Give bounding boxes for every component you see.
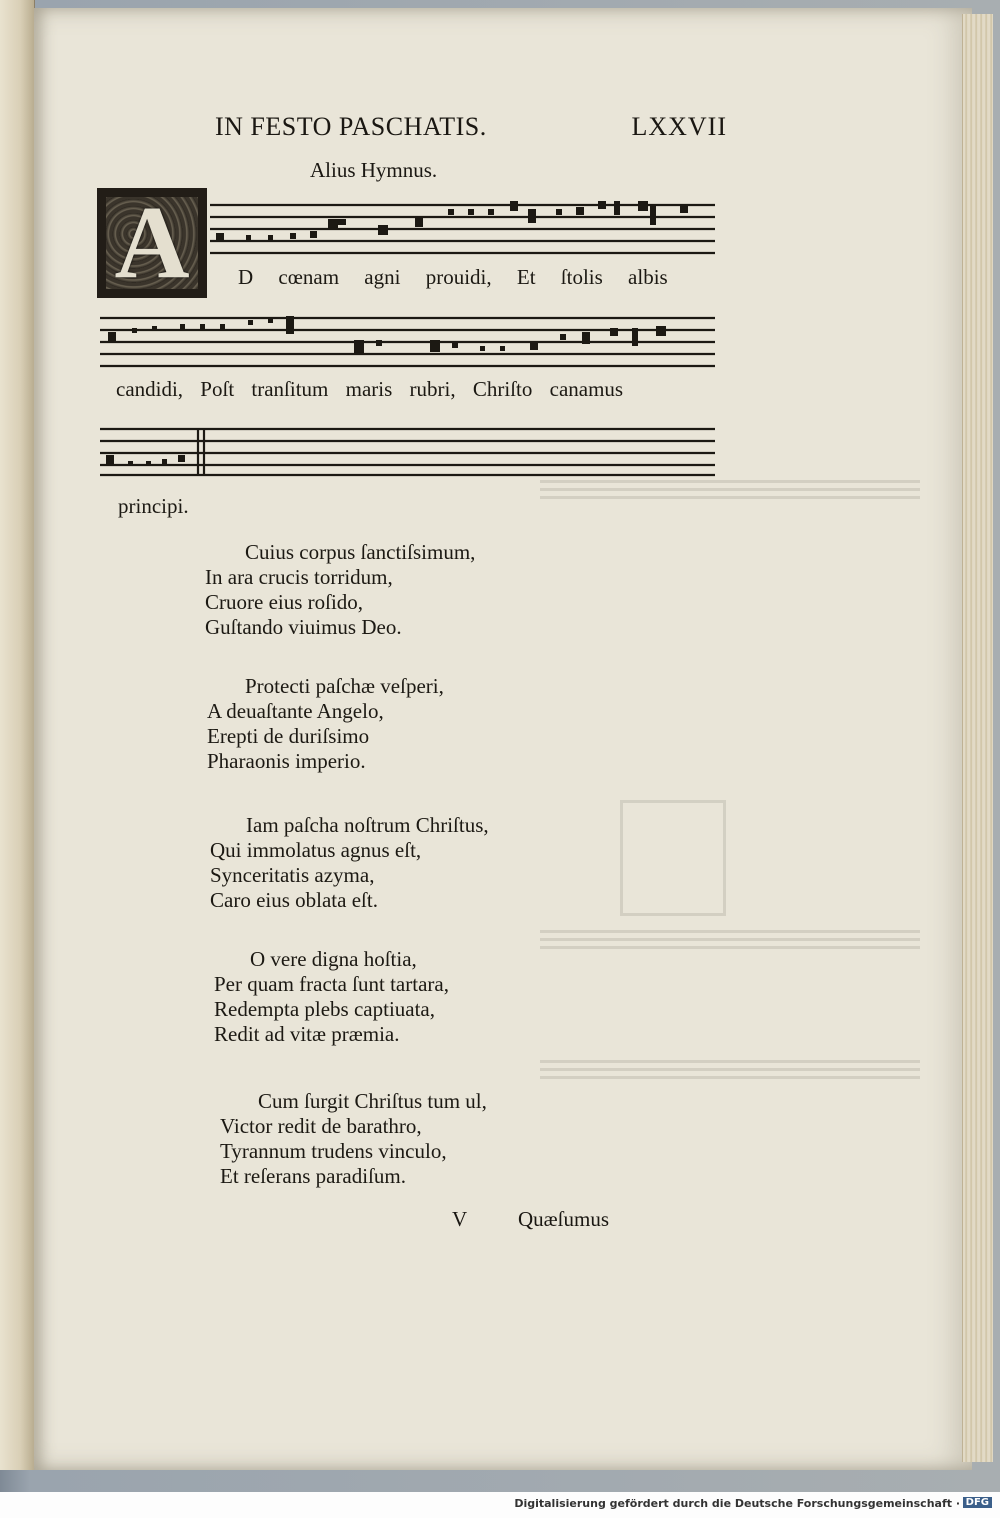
- folio-number: LXXVII: [631, 112, 727, 141]
- stanza-line: Erepti de duriſsimo: [207, 724, 370, 748]
- stanza-line: Per quam fracta ſunt tartara,: [214, 972, 449, 996]
- stanza-line: Qui immolatus agnus eſt,: [210, 838, 422, 862]
- stanza-line: Pharaonis imperio.: [207, 749, 366, 773]
- stanza-line: Victor redit de barathro,: [220, 1114, 422, 1138]
- stanza-line: Cuius corpus ſanctiſsimum,: [245, 540, 476, 564]
- stanza-2: [207, 674, 444, 774]
- staff-3-svg: [100, 425, 715, 485]
- initial-letter: A: [114, 185, 190, 300]
- footer-credit: Digitalisierung gefördert durch die Deutsche Forschungsgemeinschaft ·: [514, 1497, 960, 1510]
- stanza-line: Cum ſurgit Chriſtus tum ul,: [258, 1089, 487, 1113]
- stanza-line: Synceritatis azyma,: [210, 863, 375, 887]
- running-title: IN FESTO PASCHATIS.: [215, 112, 487, 141]
- stanza-line: Et reſerans paradiſum.: [220, 1164, 407, 1188]
- running-head: [215, 108, 727, 148]
- stanza-line: Iam paſcha noſtrum Chriſtus,: [246, 813, 489, 837]
- music-staff-1: [210, 195, 715, 265]
- music-staff-2: [100, 312, 715, 382]
- staff-2-svg: [100, 312, 715, 382]
- stanza-line: Caro eius oblata eſt.: [210, 888, 378, 912]
- stanza-line: In ara crucis torridum,: [205, 565, 393, 589]
- page-fore-edge: [962, 14, 993, 1462]
- stanza-line: Cruore eius roſido,: [205, 590, 364, 614]
- stanza-line: Protecti paſchæ veſperi,: [245, 674, 444, 698]
- stanza-line: Redit ad vitæ præmia.: [214, 1022, 400, 1046]
- stanza-4: [214, 947, 449, 1047]
- stanza-line: A deuaſtante Angelo,: [207, 699, 384, 723]
- lyric-line-2: candidi, Poſt tranſitum maris rubri, Chriſto canamus: [116, 377, 624, 401]
- footer-bar: [0, 1492, 1000, 1518]
- stanza-line: Redempta plebs captiuata,: [214, 997, 436, 1021]
- catchword: Quæſumus: [518, 1207, 610, 1231]
- music-staff-3: [100, 425, 715, 485]
- left-page-edge: [0, 0, 35, 1470]
- stanza-line: Tyrannum trudens vinculo,: [220, 1139, 447, 1163]
- staff-1-svg: [210, 195, 715, 265]
- stanza-line: O vere digna hoſtia,: [250, 947, 417, 971]
- dfg-logo: DFG: [963, 1497, 992, 1508]
- stanza-3: [210, 813, 489, 913]
- stanza-1: [205, 540, 475, 640]
- lyric-line-1: D cœnam agni prouidi, Et ſtolis albis: [238, 265, 668, 289]
- decorated-initial: [97, 185, 207, 300]
- lyric-line-3: principi.: [118, 494, 189, 518]
- stanza-line: Guſtando viuimus Deo.: [205, 615, 402, 639]
- hymn-heading: Alius Hymnus.: [310, 158, 438, 182]
- stanza-5: [220, 1089, 487, 1189]
- signature-mark: V: [452, 1207, 468, 1231]
